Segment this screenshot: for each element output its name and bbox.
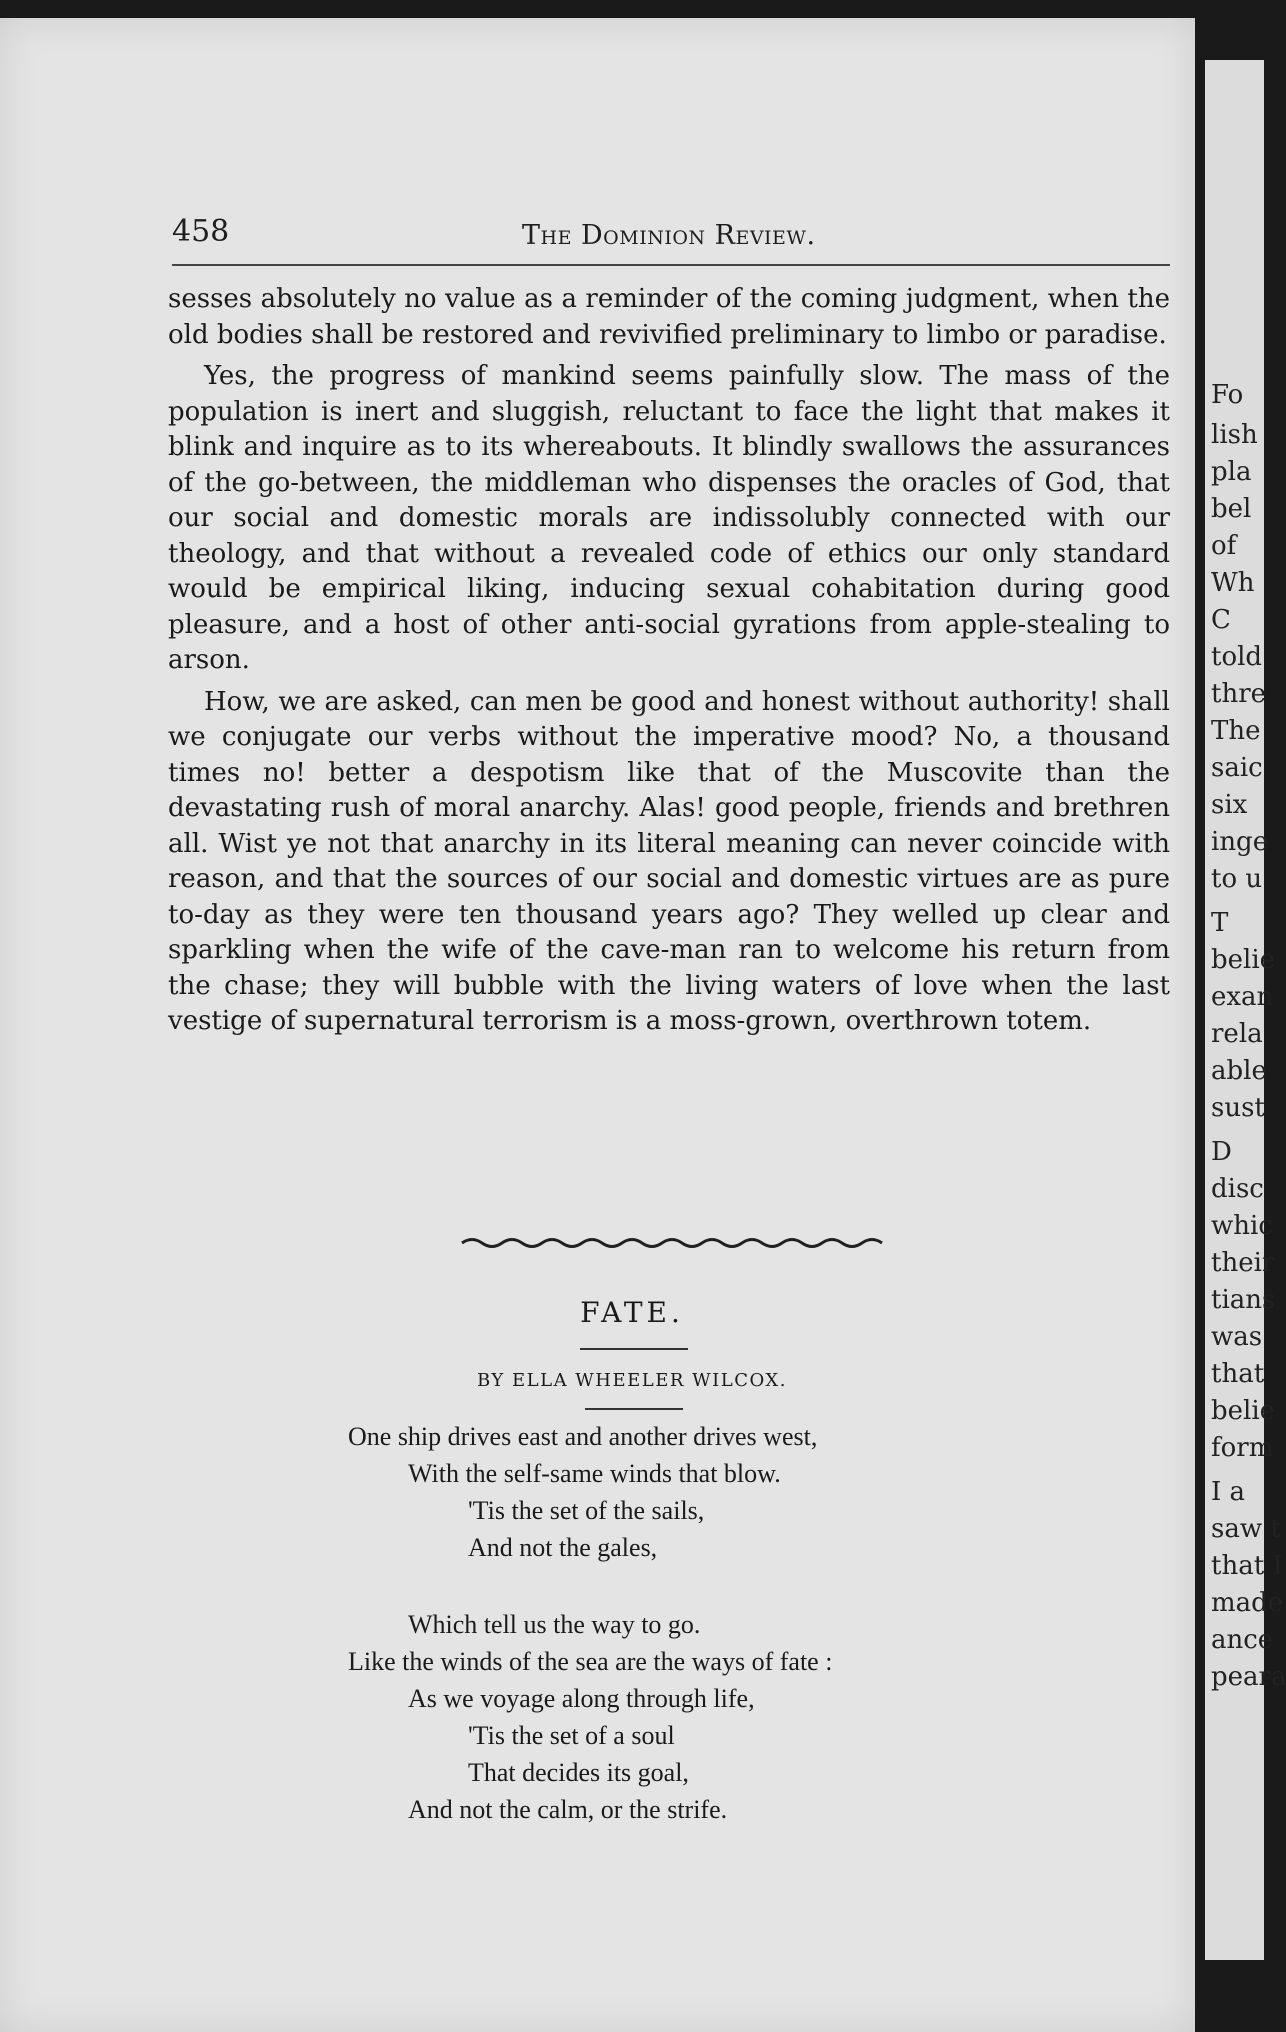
adjacent-page-fragment: thre	[1211, 679, 1267, 709]
poem-stanza-1	[348, 1418, 817, 1566]
adjacent-page-fragment: peara	[1211, 1662, 1286, 1692]
paragraph-3: How, we are asked, can men be good and honest without authority! shall we conjugate our verbs without the imperative mood? No, a thousand times no! better a despotism like that of the Muscovite than the devastating rush of moral anarchy. Alas! good people, friends and brethren all. Wist ye not that anarchy in its literal meaning can never coincide with reason, and that the sources of our social and domestic virtues are as pure to-day as they were ten thousand years ago? They welled up clear and sparkling when the wife of the cave-man ran to welcome his return from the chase; they will bubble with the living waters of love when the last vestige of supernatural terrorism is a moss-grown, overthrown totem.	[168, 686, 1170, 1036]
paragraph-1: sesses absolutely no value as a reminder of the coming judgment, when the old bodies shall be restored and revivified preliminary to limbo or paradise.	[168, 284, 1170, 350]
adjacent-page-fragment: six	[1211, 790, 1248, 820]
adjacent-page-fragment: exan	[1211, 982, 1274, 1012]
adjacent-page-fragment: saic	[1211, 753, 1263, 783]
poem-title: FATE.	[580, 1296, 684, 1329]
adjacent-page-fragment: disc	[1211, 1174, 1264, 1204]
poem-line: One ship drives east and another drives west,	[348, 1422, 818, 1451]
adjacent-page-fragment: tians	[1211, 1285, 1276, 1315]
poem-line: With the self-same winds that blow.	[408, 1459, 781, 1488]
adjacent-page-fragment: was	[1211, 1322, 1263, 1352]
adjacent-page-fragment: I a	[1211, 1477, 1246, 1507]
poem-line: And not the gales,	[468, 1533, 658, 1562]
poem-byline: BY ELLA WHEELER WILCOX.	[477, 1370, 787, 1391]
poem-line: As we voyage along through life,	[408, 1684, 755, 1713]
poem-line: Which tell us the way to go.	[408, 1610, 701, 1639]
title-rule	[580, 1348, 688, 1350]
adjacent-page-fragment: that	[1211, 1359, 1265, 1389]
adjacent-page-fragment: made	[1211, 1588, 1284, 1618]
adjacent-page-fragment: ance	[1211, 1625, 1274, 1655]
journal-title: The Dominion Review.	[522, 220, 816, 251]
adjacent-page-fragment: whic	[1211, 1211, 1273, 1241]
adjacent-page-fragment: D	[1211, 1137, 1232, 1167]
adjacent-page-fragment: sust	[1211, 1093, 1265, 1123]
adjacent-page-fragment: The	[1211, 716, 1261, 746]
running-header	[172, 214, 1170, 266]
wavy-divider	[462, 1236, 882, 1250]
poem-line: Like the winds of the sea are the ways of fate :	[348, 1647, 833, 1676]
adjacent-page-fragment: form	[1211, 1433, 1274, 1463]
adjacent-page-fragment: lish	[1211, 420, 1258, 450]
adjacent-page-fragment: Fo	[1211, 380, 1244, 410]
adjacent-page-fragment: told	[1211, 642, 1263, 672]
adjacent-page-fragment: T	[1211, 908, 1229, 938]
adjacent-page-fragment: belie	[1211, 1396, 1276, 1426]
adjacent-page-fragment: their	[1211, 1248, 1275, 1278]
adjacent-page-fragment: Wh	[1211, 568, 1255, 598]
adjacent-page-fragment: to u	[1211, 864, 1263, 894]
paragraph-2: Yes, the progress of mankind seems painfully slow. The mass of the population is inert and sluggish, reluctant to face the light that makes it blink and inquire as to its whereabouts. It blindly swallows the assurances of the go-between, the middleman who dispenses the oracles of God, that our social and domestic morals are indissolubly connected with our theology, and that without a revealed code of ethics our only standard would be empirical liking, inducing sexual cohabitation during good pleasure, and a host of other anti-social gyrations from apple-stealing to arson.	[168, 361, 1170, 675]
adjacent-page-fragment: inge	[1211, 827, 1269, 857]
poem-stanza-2	[348, 1606, 832, 1828]
poem-line: And not the calm, or the strife.	[408, 1795, 728, 1824]
adjacent-page-fragment: rela	[1211, 1019, 1263, 1049]
adjacent-page-fragment: of	[1211, 531, 1237, 561]
page-number: 458	[172, 214, 230, 249]
adjacent-page-fragment: that I	[1211, 1551, 1283, 1581]
adjacent-page-fragment: belie	[1211, 945, 1276, 975]
adjacent-page-fragment: pla	[1211, 457, 1252, 487]
byline-rule	[585, 1408, 683, 1410]
poem-line: That decides its goal,	[468, 1758, 689, 1787]
adjacent-page-fragment: bel	[1211, 494, 1252, 524]
adjacent-page-fragment: saw t	[1211, 1514, 1281, 1544]
article-body	[168, 282, 1170, 1046]
adjacent-page-fragment: able	[1211, 1056, 1267, 1086]
poem-line: 'Tis the set of the sails,	[468, 1496, 705, 1525]
poem-line: 'Tis the set of a soul	[468, 1721, 675, 1750]
adjacent-page-edge	[1205, 60, 1286, 1960]
adjacent-page-fragment: C	[1211, 605, 1231, 635]
